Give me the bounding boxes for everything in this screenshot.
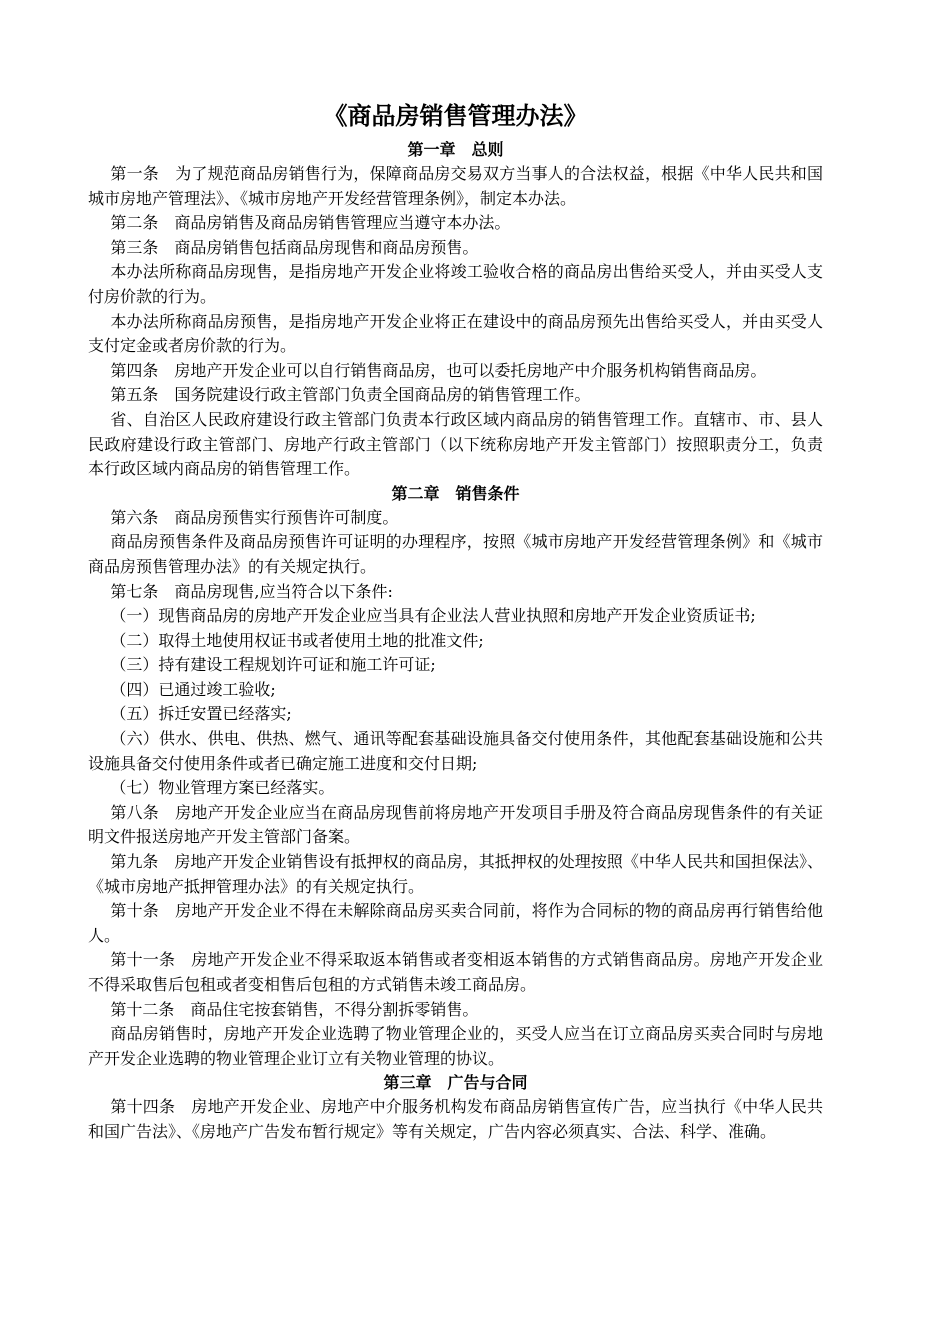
article-paragraph: （三）持有建设工程规划许可证和施工许可证; [110, 655, 436, 675]
article-paragraph: （二）取得土地使用权证书或者使用土地的批准文件; [110, 630, 484, 650]
article-paragraph: 第八条 房地产开发企业应当在商品房现售前将房地产开发项目手册及符合商品房现售条件的有关证明文件报送房地产开发主管部门备案。 [88, 802, 823, 847]
chapter-heading: 第三章 广告与合同 [383, 1073, 528, 1093]
article-paragraph: 第一条 为了规范商品房销售行为，保障商品房交易双方当事人的合法权益，根据《中华人民共和国城市房地产管理法》、《城市房地产开发经营管理条例》，制定本办法。 [88, 164, 823, 208]
article-paragraph: （一）现售商品房的房地产开发企业应当具有企业法人营业执照和房地产开发企业资质证书; [110, 606, 756, 626]
document-title: 《商品房销售管理办法》 [323, 102, 588, 130]
article-paragraph: 第六条 商品房预售实行预售许可制度。 [110, 507, 399, 527]
article-paragraph: 第四条 房地产开发企业可以自行销售商品房，也可以委托房地产中介服务机构销售商品房。 [110, 360, 767, 380]
article-paragraph: （五）拆迁安置已经落实; [110, 704, 292, 724]
article-paragraph: 省、自治区人民政府建设行政主管部门负责本行政区域内商品房的销售管理工作。直辖市、市、县人民政府建设行政主管部门、房地产行政主管部门（以下统称房地产开发主管部门）按照职责分工，负责本行政区域内商品房的销售管理工作。 [88, 409, 823, 479]
article-paragraph: 第二条 商品房销售及商品房销售管理应当遵守本办法。 [110, 213, 511, 233]
document-body [88, 138, 823, 1145]
article-paragraph: 第七条 商品房现售,应当符合以下条件: [110, 581, 393, 601]
article-paragraph: 第三条 商品房销售包括商品房现售和商品房预售。 [110, 237, 479, 257]
article-paragraph: 第十条 房地产开发企业不得在未解除商品房买卖合同前，将作为合同标的物的商品房再行销售给他人。 [88, 901, 823, 945]
article-paragraph: 本办法所称商品房预售，是指房地产开发企业将正在建设中的商品房预先出售给买受人，并由买受人支付定金或者房价款的行为。 [88, 311, 823, 356]
article-paragraph: 第十一条 房地产开发企业不得采取返本销售或者变相返本销售的方式销售商品房。房地产开发企业不得采取售后包租或者变相售后包租的方式销售未竣工商品房。 [88, 950, 823, 994]
article-paragraph: 第十二条 商品住宅按套销售，不得分割拆零销售。 [110, 999, 479, 1019]
article-paragraph: 商品房销售时，房地产开发企业选聘了物业管理企业的，买受人应当在订立商品房买卖合同时与房地产开发企业选聘的物业管理企业订立有关物业管理的协议。 [88, 1024, 823, 1068]
chapter-heading: 第一章 总则 [407, 140, 504, 159]
article-paragraph: （四）已通过竣工验收; [110, 679, 276, 699]
document-page [88, 96, 823, 1145]
article-paragraph: （六）供水、供电、供热、燃气、通讯等配套基础设施具备交付使用条件，其他配套基础设施和公共设施具备交付使用条件或者已确定施工进度和交付日期; [88, 729, 823, 773]
article-paragraph: （七）物业管理方案已经落实。 [110, 778, 335, 798]
chapter-heading: 第二章 销售条件 [391, 483, 520, 503]
article-paragraph: 第五条 国务院建设行政主管部门负责全国商品房的销售管理工作。 [110, 385, 591, 405]
article-paragraph: 商品房预售条件及商品房预售许可证明的办理程序，按照《城市房地产开发经营管理条例》和《城市商品房预售管理办法》的有关规定执行。 [88, 532, 823, 576]
article-paragraph: 第十四条 房地产开发企业、房地产中介服务机构发布商品房销售宣传广告，应当执行《中华人民共和国广告法》、《房地产广告发布暂行规定》等有关规定，广告内容必须真实、合法、科学、准确。 [88, 1097, 823, 1141]
article-paragraph: 第九条 房地产开发企业销售设有抵押权的商品房，其抵押权的处理按照《中华人民共和国担保法》、《城市房地产抵押管理办法》的有关规定执行。 [88, 852, 823, 896]
article-paragraph: 本办法所称商品房现售，是指房地产开发企业将竣工验收合格的商品房出售给买受人，并由买受人支付房价款的行为。 [88, 262, 823, 306]
